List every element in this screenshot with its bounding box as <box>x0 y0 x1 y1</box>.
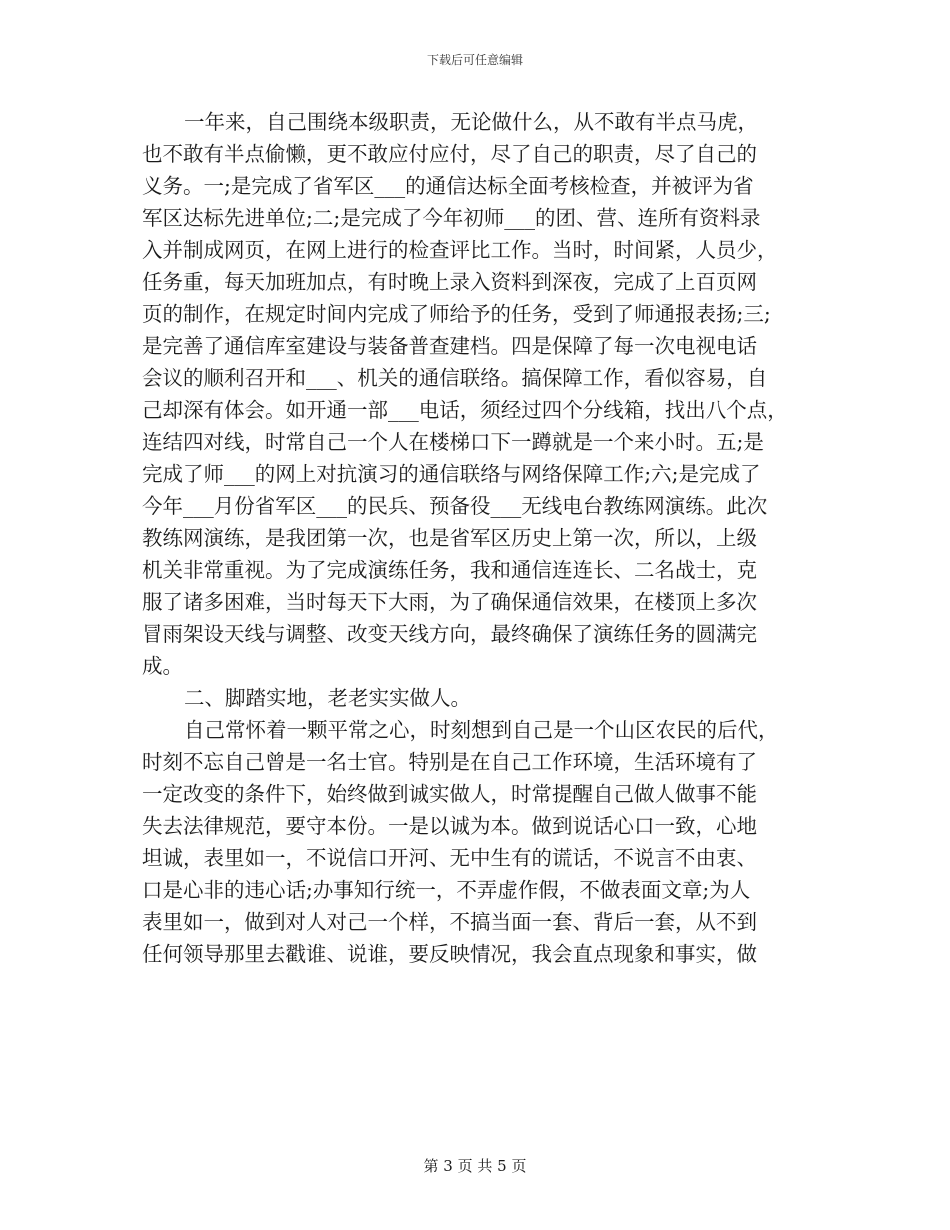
page-footer: 第 3 页 共 5 页 <box>423 1157 527 1175</box>
text-line: 会议的顺利召开和___、机关的通信联络。搞保障工作，看似容易，自 <box>142 366 768 390</box>
text-line: 失去法律规范，要守本份。一是以诚为本。做到说话心口一致，心地 <box>142 814 757 838</box>
text-line: 页的制作，在规定时间内完成了师给予的任务，受到了师通报表扬;三; <box>142 302 771 326</box>
text-line: 军区达标先进单位;二;是完成了今年初师___的团、营、连所有资料录 <box>142 206 761 230</box>
text-line: 己却深有体会。如开通一部___电话，须经过四个分线箱，找出八个点， <box>142 398 788 422</box>
text-line: 今年___月份省军区___的民兵、预备役___无线电台教练网演练。此次 <box>142 494 768 518</box>
text-line: 任务重，每天加班加点，有时晚上录入资料到深夜，完成了上百页网 <box>142 270 757 294</box>
text-line: 机关非常重视。为了完成演练任务，我和通信连连长、二名战士，克 <box>142 558 757 582</box>
text-line: 义务。一;是完成了省军区___的通信达标全面考核检查，并被评为省 <box>142 174 754 198</box>
text-line: 时刻不忘自己曾是一名士官。特别是在自己工作环境，生活环境有了 <box>142 750 757 774</box>
text-line: 口是心非的违心话;办事知行统一，不弄虚作假，不做表面文章;为人 <box>142 878 751 902</box>
text-line: 教练网演练，是我团第一次，也是省军区历史上第一次，所以，上级 <box>142 526 757 550</box>
text-line: 坦诚，表里如一，不说信口开河、无中生有的谎话，不说言不由衷、 <box>142 846 757 870</box>
text-line: 自己常怀着一颗平常之心，时刻想到自己是一个山区农民的后代， <box>184 718 779 742</box>
page-header: 下载后可任意编辑 <box>426 53 523 67</box>
section-heading: 二、脚踏实地，老老实实做人。 <box>184 686 471 710</box>
text-line: 完成了师___的网上对抗演习的通信联络与网络保障工作;六;是完成了 <box>142 462 761 486</box>
text-line: 服了诸多困难，当时每天下大雨，为了确保通信效果，在楼顶上多次 <box>142 590 757 614</box>
text-line: 连结四对线，时常自己一个人在楼梯口下一蹲就是一个来小时。五;是 <box>142 430 764 454</box>
text-line: 任何领导那里去戳谁、说谁，要反映情况，我会直点现象和事实，做 <box>142 942 757 966</box>
text-line: 入并制成网页，在网上进行的检查评比工作。当时，时间紧，人员少， <box>142 238 778 262</box>
text-line: 成。 <box>142 654 183 678</box>
text-line: 一定改变的条件下，始终做到诚实做人，时常提醒自己做人做事不能 <box>142 782 757 806</box>
text-line: 一年来，自己围绕本级职责，无论做什么，从不敢有半点马虎， <box>184 110 758 134</box>
text-line: 表里如一，做到对人对己一个样，不搞当面一套、背后一套，从不到 <box>142 910 757 934</box>
text-line: 也不敢有半点偷懒，更不敢应付应付，尽了自己的职责，尽了自己的 <box>142 142 757 166</box>
text-line: 冒雨架设天线与调整、改变天线方向，最终确保了演练任务的圆满完 <box>142 622 757 646</box>
text-line: 是完善了通信库室建设与装备普查建档。四是保障了每一次电视电话 <box>142 334 757 358</box>
document-body <box>142 106 802 970</box>
